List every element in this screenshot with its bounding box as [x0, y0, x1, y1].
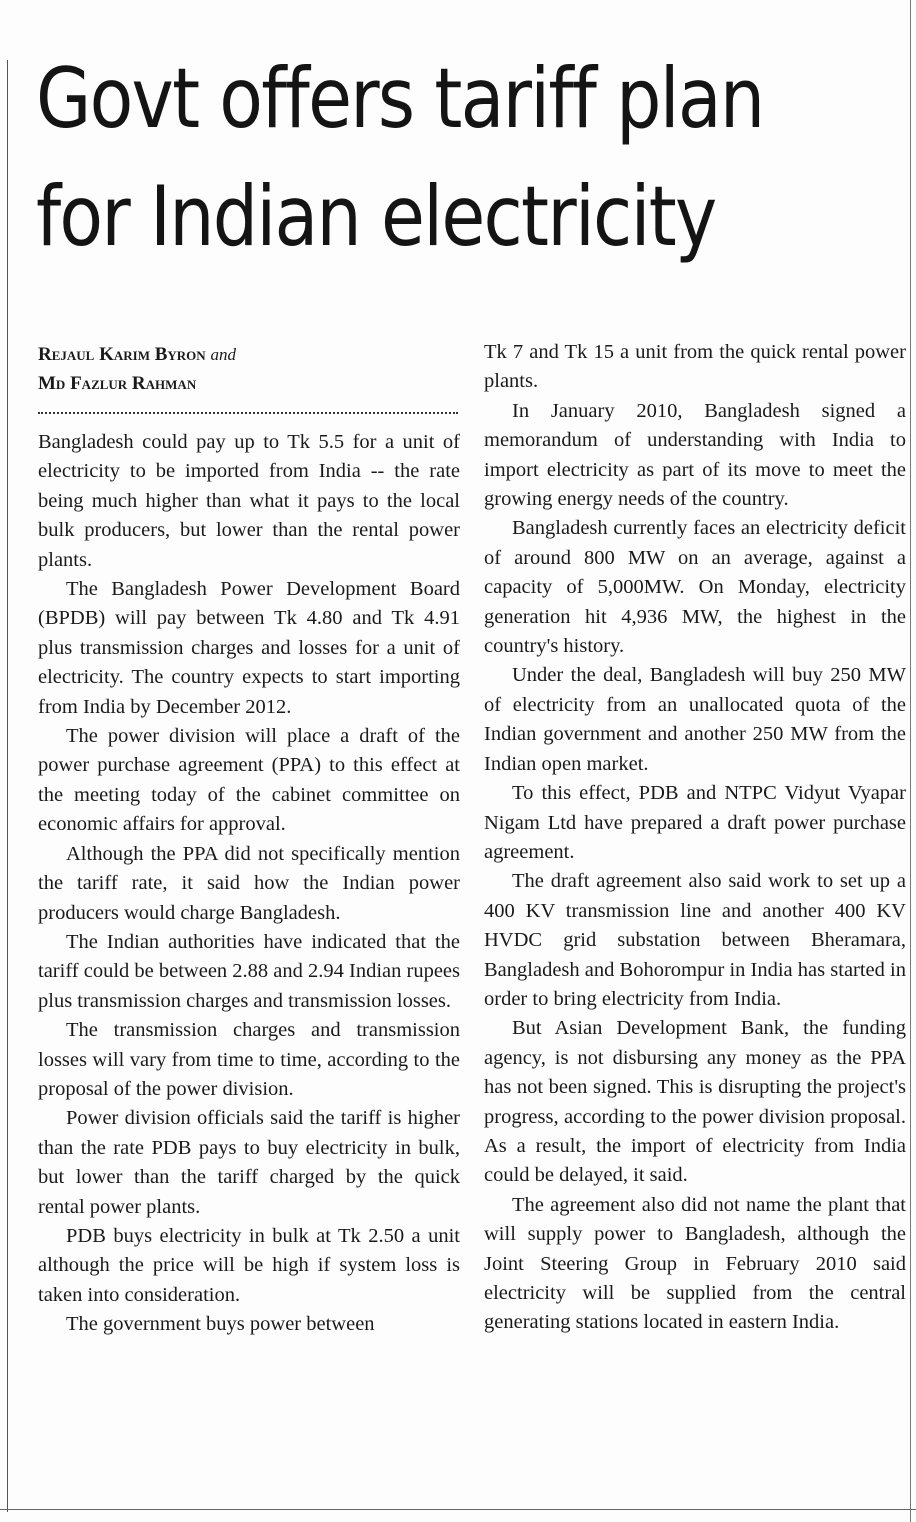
bottom-rule	[0, 1509, 916, 1510]
paragraph: PDB buys electricity in bulk at Tk 2.50 a unit although the price will be high if system loss is taken into consideration.	[38, 1224, 460, 1306]
headline-line-1: Govt offers tariff plan	[36, 50, 764, 147]
paragraph: The government buys power between	[66, 1313, 375, 1336]
paragraph: Power division officials said the tariff is higher than the rate PDB pays to buy electricity in bulk, but lower than the tariff charged by the quick rental power plants.	[38, 1107, 460, 1218]
left-column-rule	[7, 60, 8, 1512]
byline-line-2	[38, 369, 460, 398]
byline-line-1	[38, 340, 460, 369]
author-1: Rejaul Karim Byron	[38, 344, 206, 365]
paragraph: The Indian authorities have indicated that the tariff could be between 2.88 and 2.94 Indian rupees plus transmission charges and transmission losses.	[38, 930, 461, 1012]
right-column	[484, 338, 906, 1338]
paragraph: The transmission charges and transmission losses will vary from time to time, according to the proposal of the power division.	[38, 1019, 460, 1100]
paragraph: But Asian Development Bank, the funding agency, is not disbursing any money as the PPA has not been signed. This is disrupting the project's progress, according to the power division proposal. As a result, the import of electricity from India could be delayed, it said.	[484, 1017, 906, 1187]
byline-conjunction: and	[210, 345, 236, 364]
left-column	[38, 340, 460, 1340]
headline	[36, 40, 784, 276]
paragraph: The Bangladesh Power Development Board (BPDB) will pay between Tk 4.80 and Tk 4.91 plus transmission charges and losses for a unit of electricity. The country expects to start importing from India by December 2012.	[38, 578, 460, 718]
paragraph: To this effect, PDB and NTPC Vidyut Vyapar Nigam Ltd have prepared a draft power purchase agreement.	[484, 782, 906, 863]
author-2: Md Fazlur Rahman	[38, 373, 197, 394]
headline-line-2: for Indian electricity	[36, 168, 716, 265]
paragraph: The power division will place a draft of the power purchase agreement (PPA) to this effect at the meeting today of the cabinet committee on economic affairs for approval.	[38, 725, 460, 836]
paragraph: Bangladesh could pay up to Tk 5.5 for a unit of electricity to be imported from India -- the rate being much higher than what it pays to the local bulk producers, but lower than the rental power plants.	[38, 431, 460, 571]
paragraph: Under the deal, Bangladesh will buy 250 MW of electricity from an unallocated quota of the Indian government and another 250 MW from the Indian open market.	[484, 664, 906, 775]
paragraph: The agreement also did not name the plant that will supply power to Bangladesh, although the Joint Steering Group in February 2010 said electricity will be supplied from the central generating stations located in eastern India.	[484, 1193, 906, 1334]
paragraph: In January 2010, Bangladesh signed a memorandum of understanding with India to import electricity as part of its move to meet the growing energy needs of the country.	[484, 399, 906, 511]
right-edge-rule	[910, 0, 911, 1522]
paragraph: Bangladesh currently faces an electricity deficit of around 800 MW on an average, against a capacity of 5,000MW. On Monday, electricity generation hit 4,936 MW, the highest in the country's history.	[484, 517, 906, 658]
paragraph-continuation: Tk 7 and Tk 15 a unit from the quick rental power plants.	[484, 341, 906, 393]
dotted-separator	[38, 412, 458, 414]
paragraph: The draft agreement also said work to set up a 400 KV transmission line and another 400 KV HVDC grid substation between Bheramara, Bangladesh and Bohorompur in India has started in order to bring electricity from India.	[484, 870, 906, 1010]
paragraph: Although the PPA did not specifically mention the tariff rate, it said how the Indian power producers would charge Bangladesh.	[38, 842, 460, 924]
